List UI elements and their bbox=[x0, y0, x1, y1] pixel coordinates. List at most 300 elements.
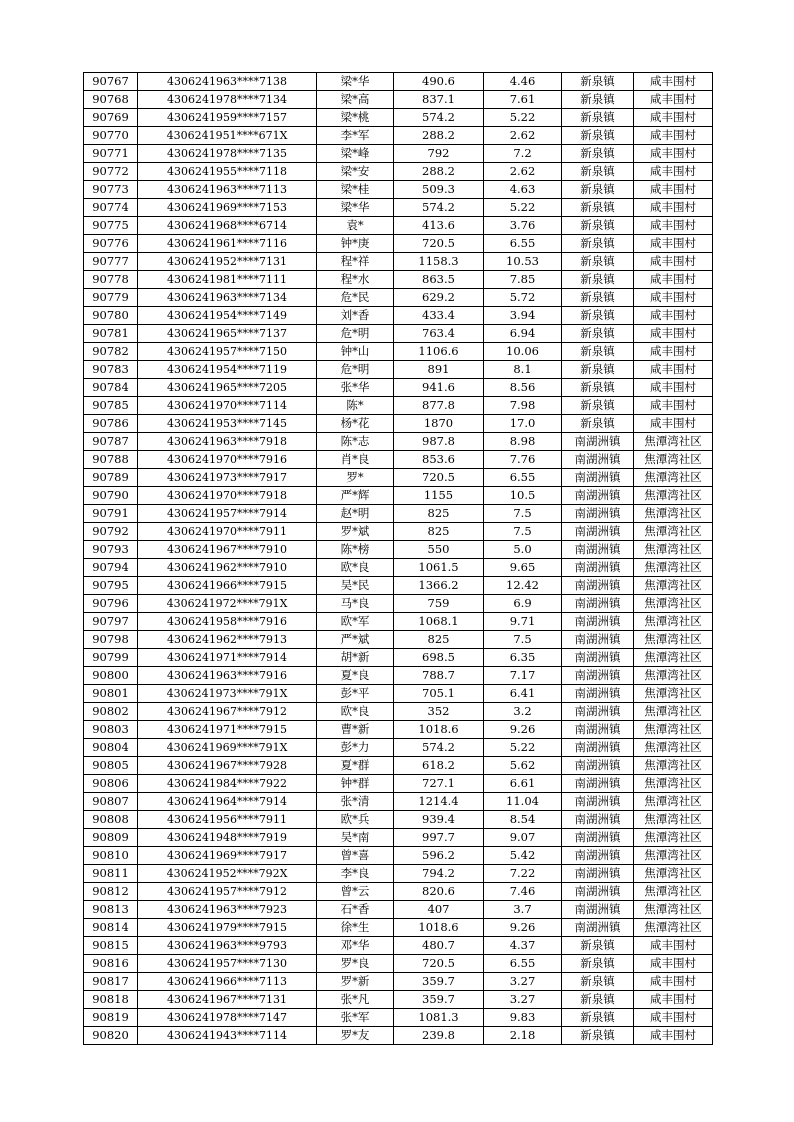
table-row bbox=[84, 1009, 713, 1027]
village-cell: 咸丰围村 bbox=[634, 73, 713, 91]
serial-cell: 90785 bbox=[84, 397, 138, 415]
id-number-cell: 4306241963****7916 bbox=[138, 667, 317, 685]
area-cell: 12.42 bbox=[484, 577, 562, 595]
village-cell: 焦潭湾社区 bbox=[634, 793, 713, 811]
village-cell: 焦潭湾社区 bbox=[634, 469, 713, 487]
village-cell: 咸丰围村 bbox=[634, 325, 713, 343]
id-number-cell: 4306241967****7928 bbox=[138, 757, 317, 775]
name-cell: 钟*庚 bbox=[317, 235, 394, 253]
id-number-cell: 4306241970****7114 bbox=[138, 397, 317, 415]
town-cell: 新泉镇 bbox=[562, 415, 634, 433]
village-cell: 焦潭湾社区 bbox=[634, 883, 713, 901]
town-cell: 新泉镇 bbox=[562, 955, 634, 973]
town-cell: 新泉镇 bbox=[562, 361, 634, 379]
id-number-cell: 4306241954****7119 bbox=[138, 361, 317, 379]
id-number-cell: 4306241971****7914 bbox=[138, 649, 317, 667]
id-number-cell: 4306241970****7918 bbox=[138, 487, 317, 505]
id-number-cell: 4306241970****7916 bbox=[138, 451, 317, 469]
amount-cell: 574.2 bbox=[394, 109, 484, 127]
table-row bbox=[84, 181, 713, 199]
id-number-cell: 4306241963****9793 bbox=[138, 937, 317, 955]
table-row bbox=[84, 955, 713, 973]
serial-cell: 90788 bbox=[84, 451, 138, 469]
name-cell: 石*香 bbox=[317, 901, 394, 919]
area-cell: 7.98 bbox=[484, 397, 562, 415]
town-cell: 新泉镇 bbox=[562, 973, 634, 991]
area-cell: 3.76 bbox=[484, 217, 562, 235]
table-row bbox=[84, 613, 713, 631]
village-cell: 焦潭湾社区 bbox=[634, 739, 713, 757]
area-cell: 5.22 bbox=[484, 109, 562, 127]
serial-cell: 90770 bbox=[84, 127, 138, 145]
id-number-cell: 4306241952****7131 bbox=[138, 253, 317, 271]
town-cell: 新泉镇 bbox=[562, 271, 634, 289]
town-cell: 南湖洲镇 bbox=[562, 721, 634, 739]
serial-cell: 90819 bbox=[84, 1009, 138, 1027]
table-row bbox=[84, 667, 713, 685]
serial-cell: 90773 bbox=[84, 181, 138, 199]
town-cell: 南湖洲镇 bbox=[562, 757, 634, 775]
town-cell: 南湖洲镇 bbox=[562, 613, 634, 631]
area-cell: 7.5 bbox=[484, 631, 562, 649]
id-number-cell: 4306241963****7113 bbox=[138, 181, 317, 199]
area-cell: 7.85 bbox=[484, 271, 562, 289]
table-row bbox=[84, 685, 713, 703]
table-row bbox=[84, 271, 713, 289]
name-cell: 吴*南 bbox=[317, 829, 394, 847]
area-cell: 9.26 bbox=[484, 919, 562, 937]
area-cell: 4.63 bbox=[484, 181, 562, 199]
amount-cell: 1214.4 bbox=[394, 793, 484, 811]
amount-cell: 1061.5 bbox=[394, 559, 484, 577]
id-number-cell: 4306241973****7917 bbox=[138, 469, 317, 487]
town-cell: 南湖洲镇 bbox=[562, 685, 634, 703]
area-cell: 5.22 bbox=[484, 739, 562, 757]
table-row bbox=[84, 541, 713, 559]
amount-cell: 825 bbox=[394, 505, 484, 523]
village-cell: 咸丰围村 bbox=[634, 289, 713, 307]
amount-cell: 1155 bbox=[394, 487, 484, 505]
amount-cell: 941.6 bbox=[394, 379, 484, 397]
name-cell: 徐*生 bbox=[317, 919, 394, 937]
town-cell: 新泉镇 bbox=[562, 73, 634, 91]
name-cell: 程*祥 bbox=[317, 253, 394, 271]
name-cell: 夏*群 bbox=[317, 757, 394, 775]
amount-cell: 596.2 bbox=[394, 847, 484, 865]
area-cell: 7.46 bbox=[484, 883, 562, 901]
area-cell: 2.18 bbox=[484, 1027, 562, 1045]
amount-cell: 288.2 bbox=[394, 127, 484, 145]
area-cell: 7.61 bbox=[484, 91, 562, 109]
serial-cell: 90768 bbox=[84, 91, 138, 109]
town-cell: 新泉镇 bbox=[562, 1027, 634, 1045]
id-number-cell: 4306241967****7912 bbox=[138, 703, 317, 721]
id-number-cell: 4306241969****7153 bbox=[138, 199, 317, 217]
village-cell: 咸丰围村 bbox=[634, 937, 713, 955]
area-cell: 2.62 bbox=[484, 163, 562, 181]
town-cell: 新泉镇 bbox=[562, 307, 634, 325]
serial-cell: 90808 bbox=[84, 811, 138, 829]
serial-cell: 90812 bbox=[84, 883, 138, 901]
village-cell: 焦潭湾社区 bbox=[634, 487, 713, 505]
amount-cell: 407 bbox=[394, 901, 484, 919]
serial-cell: 90786 bbox=[84, 415, 138, 433]
town-cell: 南湖洲镇 bbox=[562, 793, 634, 811]
serial-cell: 90777 bbox=[84, 253, 138, 271]
id-number-cell: 4306241967****7910 bbox=[138, 541, 317, 559]
amount-cell: 997.7 bbox=[394, 829, 484, 847]
table-row bbox=[84, 937, 713, 955]
table-row bbox=[84, 163, 713, 181]
name-cell: 梁*桂 bbox=[317, 181, 394, 199]
serial-cell: 90784 bbox=[84, 379, 138, 397]
village-cell: 咸丰围村 bbox=[634, 1009, 713, 1027]
area-cell: 6.9 bbox=[484, 595, 562, 613]
table-row bbox=[84, 361, 713, 379]
amount-cell: 820.6 bbox=[394, 883, 484, 901]
name-cell: 邓*华 bbox=[317, 937, 394, 955]
name-cell: 曾*喜 bbox=[317, 847, 394, 865]
name-cell: 梁*高 bbox=[317, 91, 394, 109]
town-cell: 新泉镇 bbox=[562, 199, 634, 217]
name-cell: 杨*花 bbox=[317, 415, 394, 433]
name-cell: 程*水 bbox=[317, 271, 394, 289]
area-cell: 3.27 bbox=[484, 991, 562, 1009]
amount-cell: 720.5 bbox=[394, 955, 484, 973]
amount-cell: 1870 bbox=[394, 415, 484, 433]
area-cell: 5.72 bbox=[484, 289, 562, 307]
table-row bbox=[84, 253, 713, 271]
village-cell: 焦潭湾社区 bbox=[634, 649, 713, 667]
amount-cell: 574.2 bbox=[394, 739, 484, 757]
amount-cell: 352 bbox=[394, 703, 484, 721]
amount-cell: 794.2 bbox=[394, 865, 484, 883]
village-cell: 焦潭湾社区 bbox=[634, 757, 713, 775]
town-cell: 南湖洲镇 bbox=[562, 451, 634, 469]
id-number-cell: 4306241978****7135 bbox=[138, 145, 317, 163]
name-cell: 赵*明 bbox=[317, 505, 394, 523]
table-row bbox=[84, 91, 713, 109]
amount-cell: 433.4 bbox=[394, 307, 484, 325]
name-cell: 李*军 bbox=[317, 127, 394, 145]
town-cell: 南湖洲镇 bbox=[562, 559, 634, 577]
village-cell: 焦潭湾社区 bbox=[634, 775, 713, 793]
serial-cell: 90771 bbox=[84, 145, 138, 163]
table-row bbox=[84, 217, 713, 235]
serial-cell: 90782 bbox=[84, 343, 138, 361]
serial-cell: 90806 bbox=[84, 775, 138, 793]
name-cell: 陈*榜 bbox=[317, 541, 394, 559]
village-cell: 焦潭湾社区 bbox=[634, 721, 713, 739]
village-cell: 咸丰围村 bbox=[634, 1027, 713, 1045]
id-number-cell: 4306241967****7131 bbox=[138, 991, 317, 1009]
id-number-cell: 4306241961****7116 bbox=[138, 235, 317, 253]
town-cell: 新泉镇 bbox=[562, 397, 634, 415]
town-cell: 南湖洲镇 bbox=[562, 469, 634, 487]
area-cell: 9.71 bbox=[484, 613, 562, 631]
id-number-cell: 4306241948****7919 bbox=[138, 829, 317, 847]
town-cell: 新泉镇 bbox=[562, 343, 634, 361]
id-number-cell: 4306241951****671X bbox=[138, 127, 317, 145]
amount-cell: 759 bbox=[394, 595, 484, 613]
table-row bbox=[84, 973, 713, 991]
village-cell: 咸丰围村 bbox=[634, 415, 713, 433]
name-cell: 严*斌 bbox=[317, 631, 394, 649]
town-cell: 新泉镇 bbox=[562, 109, 634, 127]
name-cell: 钟*群 bbox=[317, 775, 394, 793]
amount-cell: 490.6 bbox=[394, 73, 484, 91]
name-cell: 严*辉 bbox=[317, 487, 394, 505]
serial-cell: 90787 bbox=[84, 433, 138, 451]
village-cell: 焦潭湾社区 bbox=[634, 829, 713, 847]
village-cell: 焦潭湾社区 bbox=[634, 523, 713, 541]
name-cell: 曾*云 bbox=[317, 883, 394, 901]
town-cell: 南湖洲镇 bbox=[562, 847, 634, 865]
table-row bbox=[84, 433, 713, 451]
serial-cell: 90779 bbox=[84, 289, 138, 307]
amount-cell: 1158.3 bbox=[394, 253, 484, 271]
serial-cell: 90778 bbox=[84, 271, 138, 289]
serial-cell: 90789 bbox=[84, 469, 138, 487]
serial-cell: 90816 bbox=[84, 955, 138, 973]
amount-cell: 788.7 bbox=[394, 667, 484, 685]
table-row bbox=[84, 991, 713, 1009]
village-cell: 咸丰围村 bbox=[634, 181, 713, 199]
amount-cell: 359.7 bbox=[394, 991, 484, 1009]
area-cell: 7.5 bbox=[484, 505, 562, 523]
area-cell: 7.22 bbox=[484, 865, 562, 883]
id-number-cell: 4306241959****7157 bbox=[138, 109, 317, 127]
village-cell: 焦潭湾社区 bbox=[634, 631, 713, 649]
town-cell: 南湖洲镇 bbox=[562, 883, 634, 901]
town-cell: 南湖洲镇 bbox=[562, 487, 634, 505]
area-cell: 9.65 bbox=[484, 559, 562, 577]
serial-cell: 90817 bbox=[84, 973, 138, 991]
village-cell: 咸丰围村 bbox=[634, 343, 713, 361]
table-row bbox=[84, 469, 713, 487]
name-cell: 李*良 bbox=[317, 865, 394, 883]
table-row bbox=[84, 307, 713, 325]
serial-cell: 90815 bbox=[84, 937, 138, 955]
town-cell: 新泉镇 bbox=[562, 127, 634, 145]
table-row bbox=[84, 865, 713, 883]
town-cell: 新泉镇 bbox=[562, 91, 634, 109]
id-number-cell: 4306241957****7130 bbox=[138, 955, 317, 973]
table-row bbox=[84, 1027, 713, 1045]
town-cell: 新泉镇 bbox=[562, 991, 634, 1009]
name-cell: 马*良 bbox=[317, 595, 394, 613]
name-cell: 刘*香 bbox=[317, 307, 394, 325]
id-number-cell: 4306241964****7914 bbox=[138, 793, 317, 811]
serial-cell: 90802 bbox=[84, 703, 138, 721]
area-cell: 6.35 bbox=[484, 649, 562, 667]
village-cell: 焦潭湾社区 bbox=[634, 667, 713, 685]
town-cell: 南湖洲镇 bbox=[562, 433, 634, 451]
area-cell: 7.2 bbox=[484, 145, 562, 163]
serial-cell: 90790 bbox=[84, 487, 138, 505]
name-cell: 欧*兵 bbox=[317, 811, 394, 829]
table-body bbox=[84, 73, 713, 1045]
name-cell: 欧*军 bbox=[317, 613, 394, 631]
name-cell: 张*清 bbox=[317, 793, 394, 811]
area-cell: 8.54 bbox=[484, 811, 562, 829]
serial-cell: 90772 bbox=[84, 163, 138, 181]
village-cell: 焦潭湾社区 bbox=[634, 451, 713, 469]
serial-cell: 90820 bbox=[84, 1027, 138, 1045]
area-cell: 9.07 bbox=[484, 829, 562, 847]
serial-cell: 90798 bbox=[84, 631, 138, 649]
id-number-cell: 4306241958****7916 bbox=[138, 613, 317, 631]
table-row bbox=[84, 505, 713, 523]
serial-cell: 90807 bbox=[84, 793, 138, 811]
table-row bbox=[84, 721, 713, 739]
town-cell: 新泉镇 bbox=[562, 163, 634, 181]
amount-cell: 825 bbox=[394, 631, 484, 649]
id-number-cell: 4306241943****7114 bbox=[138, 1027, 317, 1045]
table-row bbox=[84, 847, 713, 865]
table-row bbox=[84, 919, 713, 937]
table-row bbox=[84, 199, 713, 217]
serial-cell: 90800 bbox=[84, 667, 138, 685]
serial-cell: 90776 bbox=[84, 235, 138, 253]
id-number-cell: 4306241972****791X bbox=[138, 595, 317, 613]
amount-cell: 239.8 bbox=[394, 1027, 484, 1045]
table-row bbox=[84, 73, 713, 91]
table-row bbox=[84, 775, 713, 793]
serial-cell: 90799 bbox=[84, 649, 138, 667]
table-row bbox=[84, 829, 713, 847]
serial-cell: 90814 bbox=[84, 919, 138, 937]
table-row bbox=[84, 883, 713, 901]
name-cell: 罗*友 bbox=[317, 1027, 394, 1045]
town-cell: 南湖洲镇 bbox=[562, 919, 634, 937]
village-cell: 咸丰围村 bbox=[634, 271, 713, 289]
village-cell: 焦潭湾社区 bbox=[634, 865, 713, 883]
village-cell: 焦潭湾社区 bbox=[634, 541, 713, 559]
table-row bbox=[84, 757, 713, 775]
area-cell: 6.41 bbox=[484, 685, 562, 703]
area-cell: 7.5 bbox=[484, 523, 562, 541]
area-cell: 5.22 bbox=[484, 199, 562, 217]
serial-cell: 90792 bbox=[84, 523, 138, 541]
area-cell: 4.37 bbox=[484, 937, 562, 955]
area-cell: 5.42 bbox=[484, 847, 562, 865]
amount-cell: 792 bbox=[394, 145, 484, 163]
town-cell: 南湖洲镇 bbox=[562, 775, 634, 793]
amount-cell: 720.5 bbox=[394, 469, 484, 487]
name-cell: 袁* bbox=[317, 217, 394, 235]
area-cell: 3.7 bbox=[484, 901, 562, 919]
amount-cell: 288.2 bbox=[394, 163, 484, 181]
town-cell: 南湖洲镇 bbox=[562, 649, 634, 667]
name-cell: 危*明 bbox=[317, 325, 394, 343]
id-number-cell: 4306241963****7923 bbox=[138, 901, 317, 919]
amount-cell: 891 bbox=[394, 361, 484, 379]
table-row bbox=[84, 343, 713, 361]
amount-cell: 359.7 bbox=[394, 973, 484, 991]
id-number-cell: 4306241956****7911 bbox=[138, 811, 317, 829]
serial-cell: 90810 bbox=[84, 847, 138, 865]
amount-cell: 853.6 bbox=[394, 451, 484, 469]
village-cell: 咸丰围村 bbox=[634, 379, 713, 397]
table-row bbox=[84, 649, 713, 667]
area-cell: 8.1 bbox=[484, 361, 562, 379]
village-cell: 焦潭湾社区 bbox=[634, 505, 713, 523]
town-cell: 新泉镇 bbox=[562, 253, 634, 271]
serial-cell: 90809 bbox=[84, 829, 138, 847]
amount-cell: 629.2 bbox=[394, 289, 484, 307]
name-cell: 张*华 bbox=[317, 379, 394, 397]
id-number-cell: 4306241979****7915 bbox=[138, 919, 317, 937]
serial-cell: 90811 bbox=[84, 865, 138, 883]
id-number-cell: 4306241952****792X bbox=[138, 865, 317, 883]
table-row bbox=[84, 901, 713, 919]
id-number-cell: 4306241966****7113 bbox=[138, 973, 317, 991]
name-cell: 梁*桃 bbox=[317, 109, 394, 127]
serial-cell: 90767 bbox=[84, 73, 138, 91]
table-row bbox=[84, 595, 713, 613]
name-cell: 梁*华 bbox=[317, 73, 394, 91]
id-number-cell: 4306241963****7134 bbox=[138, 289, 317, 307]
area-cell: 4.46 bbox=[484, 73, 562, 91]
village-cell: 咸丰围村 bbox=[634, 307, 713, 325]
id-number-cell: 4306241981****7111 bbox=[138, 271, 317, 289]
name-cell: 罗*新 bbox=[317, 973, 394, 991]
village-cell: 焦潭湾社区 bbox=[634, 595, 713, 613]
table-row bbox=[84, 109, 713, 127]
area-cell: 8.56 bbox=[484, 379, 562, 397]
amount-cell: 618.2 bbox=[394, 757, 484, 775]
name-cell: 彭*力 bbox=[317, 739, 394, 757]
table-row bbox=[84, 739, 713, 757]
name-cell: 陈* bbox=[317, 397, 394, 415]
village-cell: 咸丰围村 bbox=[634, 127, 713, 145]
area-cell: 7.76 bbox=[484, 451, 562, 469]
area-cell: 6.61 bbox=[484, 775, 562, 793]
id-number-cell: 4306241957****7912 bbox=[138, 883, 317, 901]
area-cell: 8.98 bbox=[484, 433, 562, 451]
amount-cell: 1018.6 bbox=[394, 721, 484, 739]
town-cell: 南湖洲镇 bbox=[562, 631, 634, 649]
town-cell: 南湖洲镇 bbox=[562, 829, 634, 847]
name-cell: 张*凡 bbox=[317, 991, 394, 1009]
village-cell: 咸丰围村 bbox=[634, 361, 713, 379]
amount-cell: 1366.2 bbox=[394, 577, 484, 595]
serial-cell: 90818 bbox=[84, 991, 138, 1009]
town-cell: 新泉镇 bbox=[562, 145, 634, 163]
id-number-cell: 4306241984****7922 bbox=[138, 775, 317, 793]
name-cell: 吴*民 bbox=[317, 577, 394, 595]
id-number-cell: 4306241969****7917 bbox=[138, 847, 317, 865]
village-cell: 焦潭湾社区 bbox=[634, 613, 713, 631]
id-number-cell: 4306241965****7205 bbox=[138, 379, 317, 397]
serial-cell: 90781 bbox=[84, 325, 138, 343]
amount-cell: 939.4 bbox=[394, 811, 484, 829]
town-cell: 新泉镇 bbox=[562, 1009, 634, 1027]
village-cell: 咸丰围村 bbox=[634, 973, 713, 991]
table-row bbox=[84, 325, 713, 343]
table-row bbox=[84, 631, 713, 649]
table-row bbox=[84, 793, 713, 811]
data-table bbox=[83, 72, 713, 1045]
amount-cell: 863.5 bbox=[394, 271, 484, 289]
data-table-container bbox=[83, 72, 713, 1045]
name-cell: 彭*平 bbox=[317, 685, 394, 703]
id-number-cell: 4306241978****7134 bbox=[138, 91, 317, 109]
serial-cell: 90805 bbox=[84, 757, 138, 775]
village-cell: 咸丰围村 bbox=[634, 955, 713, 973]
area-cell: 11.04 bbox=[484, 793, 562, 811]
